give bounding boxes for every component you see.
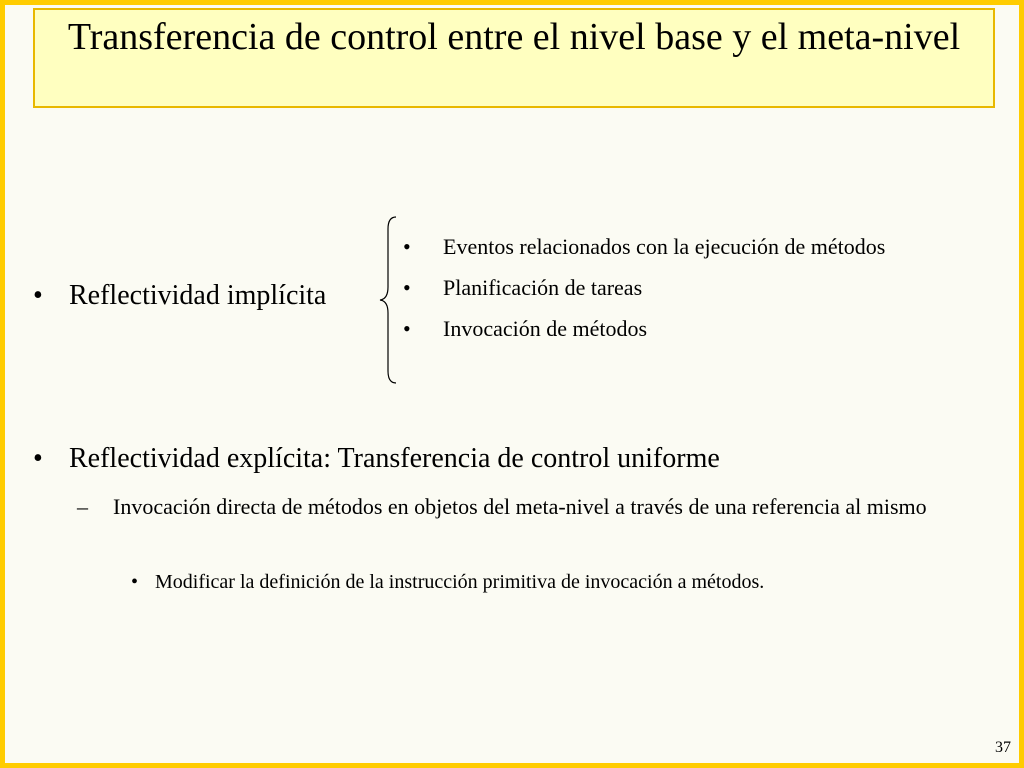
slide-title: Transferencia de control entre el nivel base y el meta-nivel xyxy=(33,8,995,108)
list-item-text: Planificación de tareas xyxy=(443,275,643,300)
list-item-text: Eventos relacionados con la ejecución de métodos xyxy=(443,234,886,259)
slide xyxy=(5,5,1019,763)
bullet-icon: • xyxy=(403,316,411,341)
bullet-implicit-label: Reflectividad implícita xyxy=(69,280,327,311)
page-number: 37 xyxy=(995,739,1011,756)
sub-sub-bullet-text: Modificar la definición de la instrucción primitiva de invocación a métodos. xyxy=(155,571,765,593)
bullet-icon: • xyxy=(131,571,139,593)
dash-icon: – xyxy=(77,494,88,519)
sub-bullet-text: Invocación directa de métodos en objetos del meta-nivel a través de una referencia al mismo xyxy=(113,494,927,519)
bullet-explicit-label: Reflectividad explícita: Transferencia de control uniforme xyxy=(69,443,720,474)
bullet-icon: • xyxy=(33,280,43,311)
list-item-text: Invocación de métodos xyxy=(443,316,648,341)
curly-brace-icon xyxy=(378,215,400,385)
bullet-icon: • xyxy=(403,234,411,259)
bullet-icon: • xyxy=(33,443,43,474)
bullet-icon: • xyxy=(403,275,411,300)
